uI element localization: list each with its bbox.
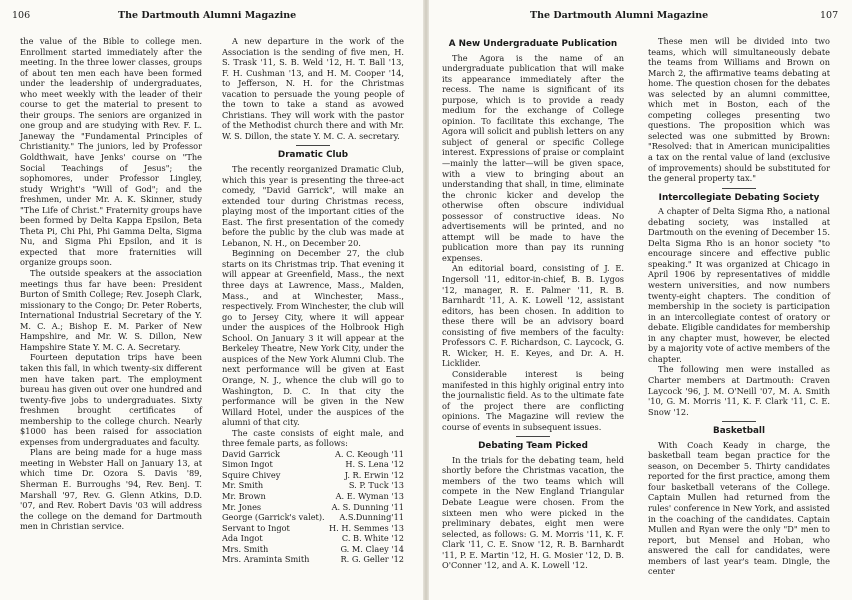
cast-role: Mr. Brown xyxy=(222,490,266,501)
left-column-2 xyxy=(222,36,404,565)
cast-role: George (Garrick's valet). xyxy=(222,512,325,523)
cast-row xyxy=(222,554,404,565)
section-heading-debating-team: Debating Team Picked xyxy=(478,441,588,452)
cast-row xyxy=(222,523,404,534)
cast-actor: A. E. Wyman '13 xyxy=(335,490,404,501)
paragraph: The Agora is the name of an undergraduate publication that will make its appearance immediately after the recess. The name is significant of its purpose, which is to provide a ready medium for the exchange of College opinion. To facilitate this exchange, The Agora will solicit and publish letters on any subject of general or specific College interest. Expressions of praise or complaint—mainly the latter—will be given space, with a view to bringing about an understanding that shall, in time, eliminate the chronic kicker and develop the otherwise often obscure individual possessor of constructive ideas. No advertisements will be printed, and no attempt will be made to have the publication more than pay its running expenses. xyxy=(442,52,624,263)
cast-actor: A. C. Keough '11 xyxy=(334,448,404,459)
cast-role: Servant to Ingot xyxy=(222,522,290,533)
cast-actor: S. P. Tuck '13 xyxy=(348,480,404,491)
paragraph: The recently reorganized Dramatic Club, which this year is presenting the three-act comedy, "David Garrick", will make an extended tour during Christmas recess, playing most of the important cities of the East. The first presentation of the comedy before the public by the club was made at Lebanon, N. H., on December 20. xyxy=(222,164,404,248)
right-page xyxy=(426,0,852,600)
cast-role: David Garrick xyxy=(222,448,280,459)
cast-row xyxy=(222,449,404,460)
cast-row xyxy=(222,480,404,491)
paragraph: Considerable interest is being manifested in this highly original entry into the journalistic field. As to the ultimate fate of the project there are conflicting opinions. The Magazine will review the course of events in subsequent issues. xyxy=(442,368,624,432)
cast-row xyxy=(222,459,404,470)
cast-actor: A.S.Dunning'11 xyxy=(339,512,404,523)
cast-role: Simon Ingot xyxy=(222,459,273,470)
section-divider xyxy=(296,145,330,146)
page-number-right: 107 xyxy=(820,10,839,21)
section-heading-dramatic-club: Dramatic Club xyxy=(277,150,349,161)
paragraph: The following men were installed as Charter members at Dartmouth: Craven Laycock '96, J. M. O'Neill '07, M. A. Smith '10, G. M. Morris '11, K. F. Clark '11, C. E. Snow '12. xyxy=(648,364,830,417)
cast-row xyxy=(222,470,404,481)
right-column-2 xyxy=(648,36,830,577)
cast-list xyxy=(222,449,404,565)
cast-actor: A. S. Dunning '11 xyxy=(331,501,404,512)
cast-actor: C. B. White '12 xyxy=(341,533,404,544)
paragraph: In the trials for the debating team, held shortly before the Christmas vacation, the members of the two teams which will compete in the New England Triangular Debate League were chosen. From the sixteen men who were picked in the preliminary debates, eight men were selected, as follows: G. M. Morris '11, K. F. Clark '11, C. E. Snow '12, R. B. Barnhardt '11, P. E. Martin '12, H. G. Mosier '12, D. B. O'Conner '12, and A. K. Lowell '12. xyxy=(442,454,624,571)
paragraph: The caste consists of eight male, and three female parts, as follows: xyxy=(222,427,404,449)
cast-row xyxy=(222,502,404,513)
paragraph: A chapter of Delta Sigma Rho, a national debating society, was installed at Dartmouth on the evening of December 15. Delta Sigma Rho is an honor society "to encourage sincere and effective public speaking." It was organized at Chicago in April 1906 by representatives of middle western universities, and now numbers twenty-eight chapters. The condition of membership in the society is participation in an intercollegiate contest of oratory or debate. Eligible candidates for membership in any chapter must, however, be elected by a majority vote of active members of the chapter. xyxy=(648,206,830,364)
paragraph: With Coach Keady in charge, the basketball team began practice for the season, on December 5. Thirty candidates reported for the first practice, among them four basketball veterans of the College. Captain Mullen had returned from the rules' conference in New York, and assisted in the coaching of the candidates. Captain Mullen and Ryan were the only "D" men to report, but Mensel and Hoban, who answered the call for candidates, were members of last year's team. Dingle, the center xyxy=(648,439,830,577)
cast-actor: J. R. Erwin '12 xyxy=(344,469,404,480)
cast-role: Mr. Jones xyxy=(222,501,262,512)
paragraph: The outside speakers at the association meetings thus far have been: President Burton of Smith College; Rev. Joseph Clark, missionary to the Congo; Dr. Peter Roberts, International Industrial Secretary of the Y. M. C. A.; Bishop E. M. Parker of New Hampshire, and Mr. W. S. Dillon, New Hampshire State Y. M. C. A. Secretary. xyxy=(20,268,202,352)
right-column-1 xyxy=(442,36,624,571)
left-column-1 xyxy=(20,36,202,532)
cast-row xyxy=(222,512,404,523)
cast-role: Mrs. Araminta Smith xyxy=(222,554,310,565)
cast-actor: R. G. Geller '12 xyxy=(340,554,404,565)
section-divider xyxy=(722,421,756,422)
cast-row xyxy=(222,491,404,502)
paragraph: These men will be divided into two teams, which will simultaneously debate the teams from Williams and Brown on March 2, the affirmative teams debating at home. The question chosen for the debates was selected by an alumni committee, which met in Boston, each of the competing colleges presenting two questions. The proposition which was selected was one submitted by Brown: "Resolved: that in American municipalities a tax on the rental value of land (exclusive of improvements) should be substituted for the general property tax." xyxy=(648,36,830,184)
running-head-left: The Dartmouth Alumni Magazine xyxy=(118,10,297,21)
paragraph: the value of the Bible to college men. Enrollment started immediately after the meeting. In the three lower classes, groups of about ten men each have been formed under the leadership of undergraduates, who meet weekly with the leader of their course to get the material to present to their groups. The seniors are organized in one group and are studying with Rev. F. L. Janeway the "Fundamental Principles of Christianity." The juniors, led by Professor Goldthwait, have Jenks' course on "The Social Teachings of Jesus"; the sophomores, under Professor Lingley, study Wright's "Will of God"; and the freshmen, under Mr. A. K. Skinner, study "The Life of Christ." Fraternity groups have been formed by Delta Kappa Epsilon, Beta Theta Pi, Chi Phi, Phi Gamma Delta, Sigma Nu, and Sigma Phi Epsilon, and it is expected that more fraternities will organize groups soon. xyxy=(20,36,202,268)
section-heading-basketball: Basketball xyxy=(713,426,765,437)
cast-actor: G. M. Claey '14 xyxy=(340,543,404,554)
section-divider xyxy=(516,436,550,437)
section-heading-debating-society: Intercollegiate Debating Society xyxy=(658,192,820,203)
section-heading-publication: A New Undergraduate Publication xyxy=(448,39,618,49)
cast-role: Squire Chivey xyxy=(222,469,281,480)
running-head-right: The Dartmouth Alumni Magazine xyxy=(530,10,709,21)
paragraph: A new departure in the work of the Association is the sending of five men, H. S. Trask '11, S. B. Weld '12, H. T. Ball '13, F. H. Cushman '13, and H. M. Cooper '14, to Jefferson, N. H. for the Christmas vacation to persuade the young people of the town to take a stand as avowed Christians. They will work with the pastor of the Methodist church there and with Mr. W. S. Dillon, the state Y. M. C. A. secretary. xyxy=(222,36,404,141)
cast-actor: H. S. Lena '12 xyxy=(345,459,404,470)
paragraph: Fourteen deputation trips have been taken this fall, in which twenty-six different men have taken part. The employment bureau has given out over one hundred and twenty-five jobs to undergraduates. Sixty freshmen brought certificates of membership to the college church. Nearly $1000 has been raised for association expenses from undergraduates and faculty. xyxy=(20,352,202,447)
cast-actor: H. H. Semmes '13 xyxy=(329,522,404,533)
paragraph: An editorial board, consisting of J. E. Ingersoll '11, editor-in-chief, B. B. Lygos '12, manager, R. E. Palmer '11, R. B. Barnhardt '11, A. K. Lowell '12, assistant editors, has been chosen. In addition to these there will be an advisory board consisting of five members of the faculty: Professors C. F. Richardson, C. Laycock, G. R. Wicker, H. E. Keyes, and Dr. A. H. Licklider. xyxy=(442,263,624,369)
cast-role: Ada Ingot xyxy=(222,533,263,544)
cast-role: Mr. Smith xyxy=(222,480,264,491)
section-divider xyxy=(722,188,756,189)
paragraph: Beginning on December 27, the club starts on its Christmas trip. That evening it will appear at Greenfield, Mass., the next three days at Lawrence, Mass., Malden, Mass., and at Winchester, Mass., respectively. From Winchester, the club will go to Jersey City, where it will appear under the auspices of the Holbrook High School. On January 3 it will appear at the Berkeley Theatre, New York City, under the auspices of the New York Alumni Club. The next performance will be given at East Orange, N. J., whence the club will go to Washington, D. C. In that city the performance will be given in the New Willard Hotel, under the auspices of the alumni of that city. xyxy=(222,248,404,428)
paragraph: Plans are being made for a huge mass meeting in Webster Hall on January 13, at which time Dr. Ozora S. Davis '89, Sherman E. Burroughs '94, Rev. Benj. T. Marshall '97, Rev. G. Glenn Atkins, D.D. '07, and Rev. Robert Davis '03 will address the college on the demand for Dartmouth men in Christian service. xyxy=(20,447,202,532)
page-number-left: 106 xyxy=(12,10,31,21)
cast-row xyxy=(222,544,404,555)
cast-row xyxy=(222,533,404,544)
cast-role: Mrs. Smith xyxy=(222,543,269,554)
